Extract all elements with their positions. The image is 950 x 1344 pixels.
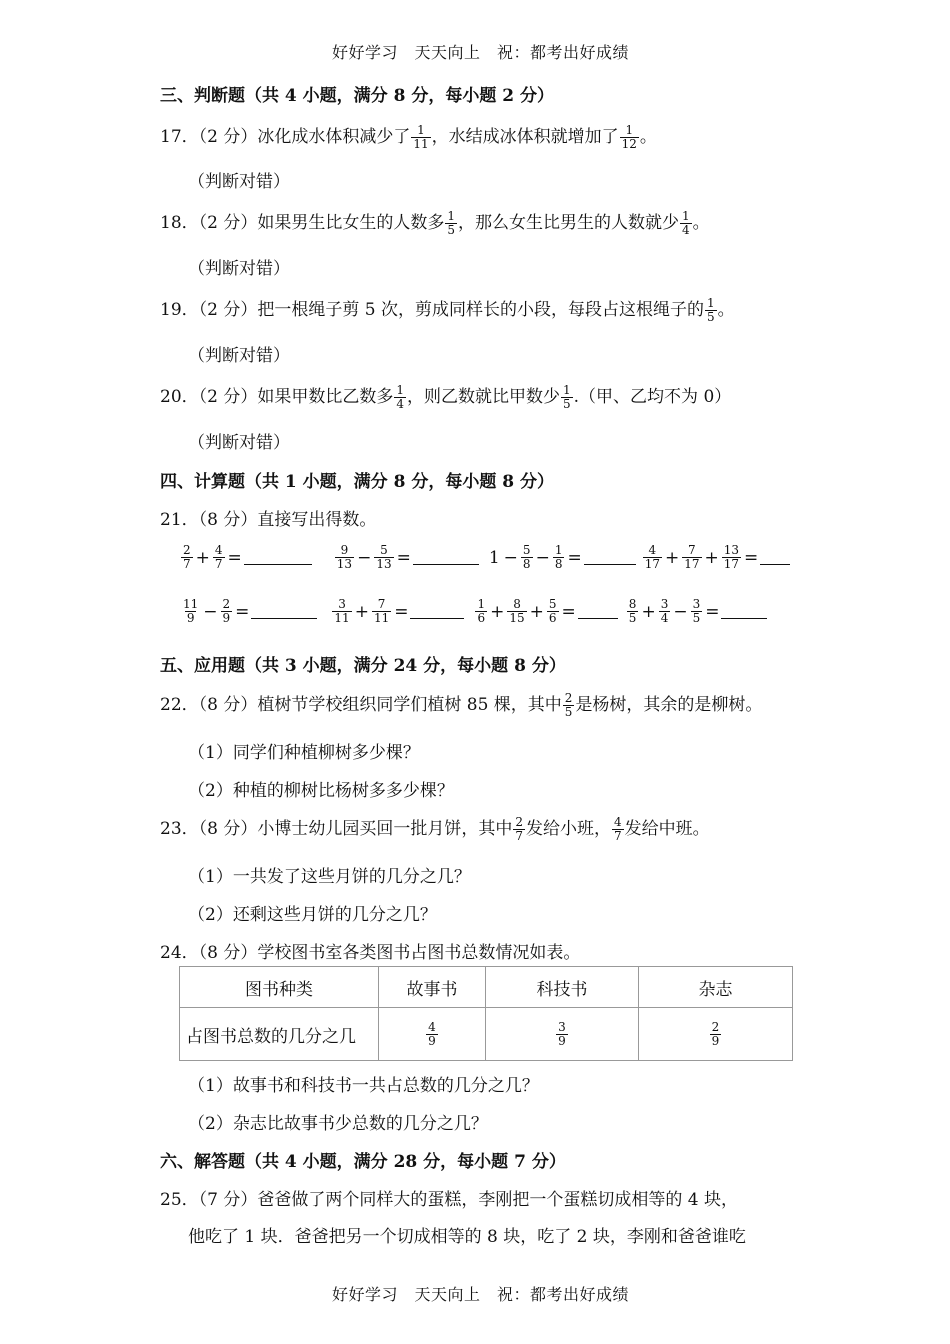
fraction: $\frac{1}{5}$ (447, 209, 455, 237)
calc-item: 1 − $\frac{5}{8}$ − $\frac{1}{8}$ = (487, 544, 636, 571)
question-22-part-1: （1）同学们种植柳树多少棵？ (188, 743, 420, 763)
section-6-title: 六、解答题（共 4 小题，满分 28 分，每小题 7 分） (160, 1152, 566, 1172)
fraction: $\frac{4}{7}$ (614, 815, 622, 843)
question-17: 17．（2 分）冰化成水体积减少了 $\frac{1}{11}$ ，水结成冰体积就增加了 $\frac{1}{12}$ 。 (160, 123, 657, 151)
calc-row-1 (180, 544, 790, 571)
judge-label: （判断对错） (188, 259, 290, 279)
question-24-part-1: （1）故事书和科技书一共占总数的几分之几？ (188, 1076, 539, 1096)
table-header: 图书种类 (180, 967, 379, 1008)
fraction: $\frac{1}{5}$ (563, 383, 571, 411)
calc-item: $\frac{4}{17}$ + $\frac{7}{17}$ + $\frac{13}{17}$ = (642, 544, 791, 571)
question-24: 24．（8 分）学校图书室各类图书占图书总数情况如表。 (160, 943, 581, 963)
fraction: $\frac{1}{12}$ (621, 123, 637, 151)
calc-row-2 (180, 598, 767, 625)
table-header: 科技书 (486, 967, 639, 1008)
question-18: 18．（2 分）如果男生比女生的人数多 $\frac{1}{5}$ ，那么女生比男生的人数就少 $\frac{1}{4}$ 。 (160, 209, 710, 237)
section-4-title: 四、计算题（共 1 小题，满分 8 分，每小题 8 分） (160, 472, 554, 492)
calc-item: $\frac{9}{13}$ − $\frac{5}{13}$ = (334, 544, 479, 571)
fraction: $\frac{1}{11}$ (413, 123, 429, 151)
answer-blank[interactable] (584, 550, 636, 565)
section-5-title: 五、应用题（共 3 小题，满分 24 分，每小题 8 分） (160, 656, 566, 676)
answer-blank[interactable] (244, 550, 312, 565)
answer-blank[interactable] (251, 604, 317, 619)
judge-label: （判断对错） (188, 172, 290, 192)
fraction: $\frac{2}{7}$ (515, 815, 523, 843)
question-20: 20．（2 分）如果甲数比乙数多 $\frac{1}{4}$ ，则乙数就比甲数少 $\frac{1}{5}$ .（甲、乙均不为 0） (160, 383, 732, 411)
question-25-line-1: 25．（7 分）爸爸做了两个同样大的蛋糕，李刚把一个蛋糕切成相等的 4 块， (160, 1190, 738, 1210)
question-21: 21．（8 分）直接写出得数。 (160, 510, 377, 530)
question-24-part-2: （2）杂志比故事书少总数的几分之几？ (188, 1114, 488, 1134)
question-23-part-2: （2）还剩这些月饼的几分之几？ (188, 905, 437, 925)
fraction: $\frac{1}{4}$ (682, 209, 690, 237)
answer-blank[interactable] (721, 604, 767, 619)
table-cell: $\frac{3}{9}$ (486, 1008, 639, 1061)
table-row-label: 占图书总数的几分之几 (180, 1008, 379, 1061)
question-22-part-2: （2）种植的柳树比杨树多多少棵？ (188, 781, 454, 801)
calc-item: $\frac{11}{9}$ − $\frac{2}{9}$ = (180, 598, 317, 625)
question-23-part-1: （1）一共发了这些月饼的几分之几？ (188, 867, 471, 887)
answer-blank[interactable] (410, 604, 464, 619)
calc-item: $\frac{8}{5}$ + $\frac{3}{4}$ − $\frac{3}{5}$ = (626, 598, 768, 625)
fraction: $\frac{1}{4}$ (396, 383, 404, 411)
page-header: 好好学习 天天向上 祝：都考出好成绩 (332, 43, 630, 62)
calc-item: $\frac{1}{6}$ + $\frac{8}{15}$ + $\frac{5}{6}$ = (474, 598, 617, 625)
section-3-title: 三、判断题（共 4 小题，满分 8 分，每小题 2 分） (160, 86, 554, 106)
question-25-line-2: 他吃了 1 块．爸爸把另一个切成相等的 8 块，吃了 2 块，李刚和爸爸谁吃 (188, 1227, 746, 1247)
table-header: 杂志 (639, 967, 793, 1008)
book-category-table (179, 966, 793, 1061)
fraction: $\frac{2}{5}$ (564, 691, 573, 719)
question-23: 23．（8 分）小博士幼儿园买回一批月饼，其中 $\frac{2}{7}$ 发给小班， $\frac{4}{7}$ 发给中班。 (160, 815, 710, 843)
judge-label: （判断对错） (188, 346, 290, 366)
page-footer: 好好学习 天天向上 祝：都考出好成绩 (332, 1285, 630, 1304)
table-header: 故事书 (379, 967, 486, 1008)
answer-blank[interactable] (760, 550, 790, 565)
table-cell: $\frac{2}{9}$ (639, 1008, 793, 1061)
answer-blank[interactable] (578, 604, 618, 619)
question-19: 19．（2 分）把一根绳子剪 5 次，剪成同样长的小段，每段占这根绳子的 $\frac{1}{5}$ 。 (160, 296, 735, 324)
answer-blank[interactable] (413, 550, 479, 565)
fraction: $\frac{1}{5}$ (706, 296, 715, 324)
table-cell: $\frac{4}{9}$ (379, 1008, 486, 1061)
question-22: 22．（8 分）植树节学校组织同学们植树 85 棵，其中 $\frac{2}{5}$ 是杨树，其余的是柳树。 (160, 691, 763, 719)
calc-item: $\frac{2}{7}$ + $\frac{4}{7}$ = (180, 544, 312, 571)
calc-item: $\frac{3}{11}$ + $\frac{7}{11}$ = (331, 598, 464, 625)
judge-label: （判断对错） (188, 433, 290, 453)
